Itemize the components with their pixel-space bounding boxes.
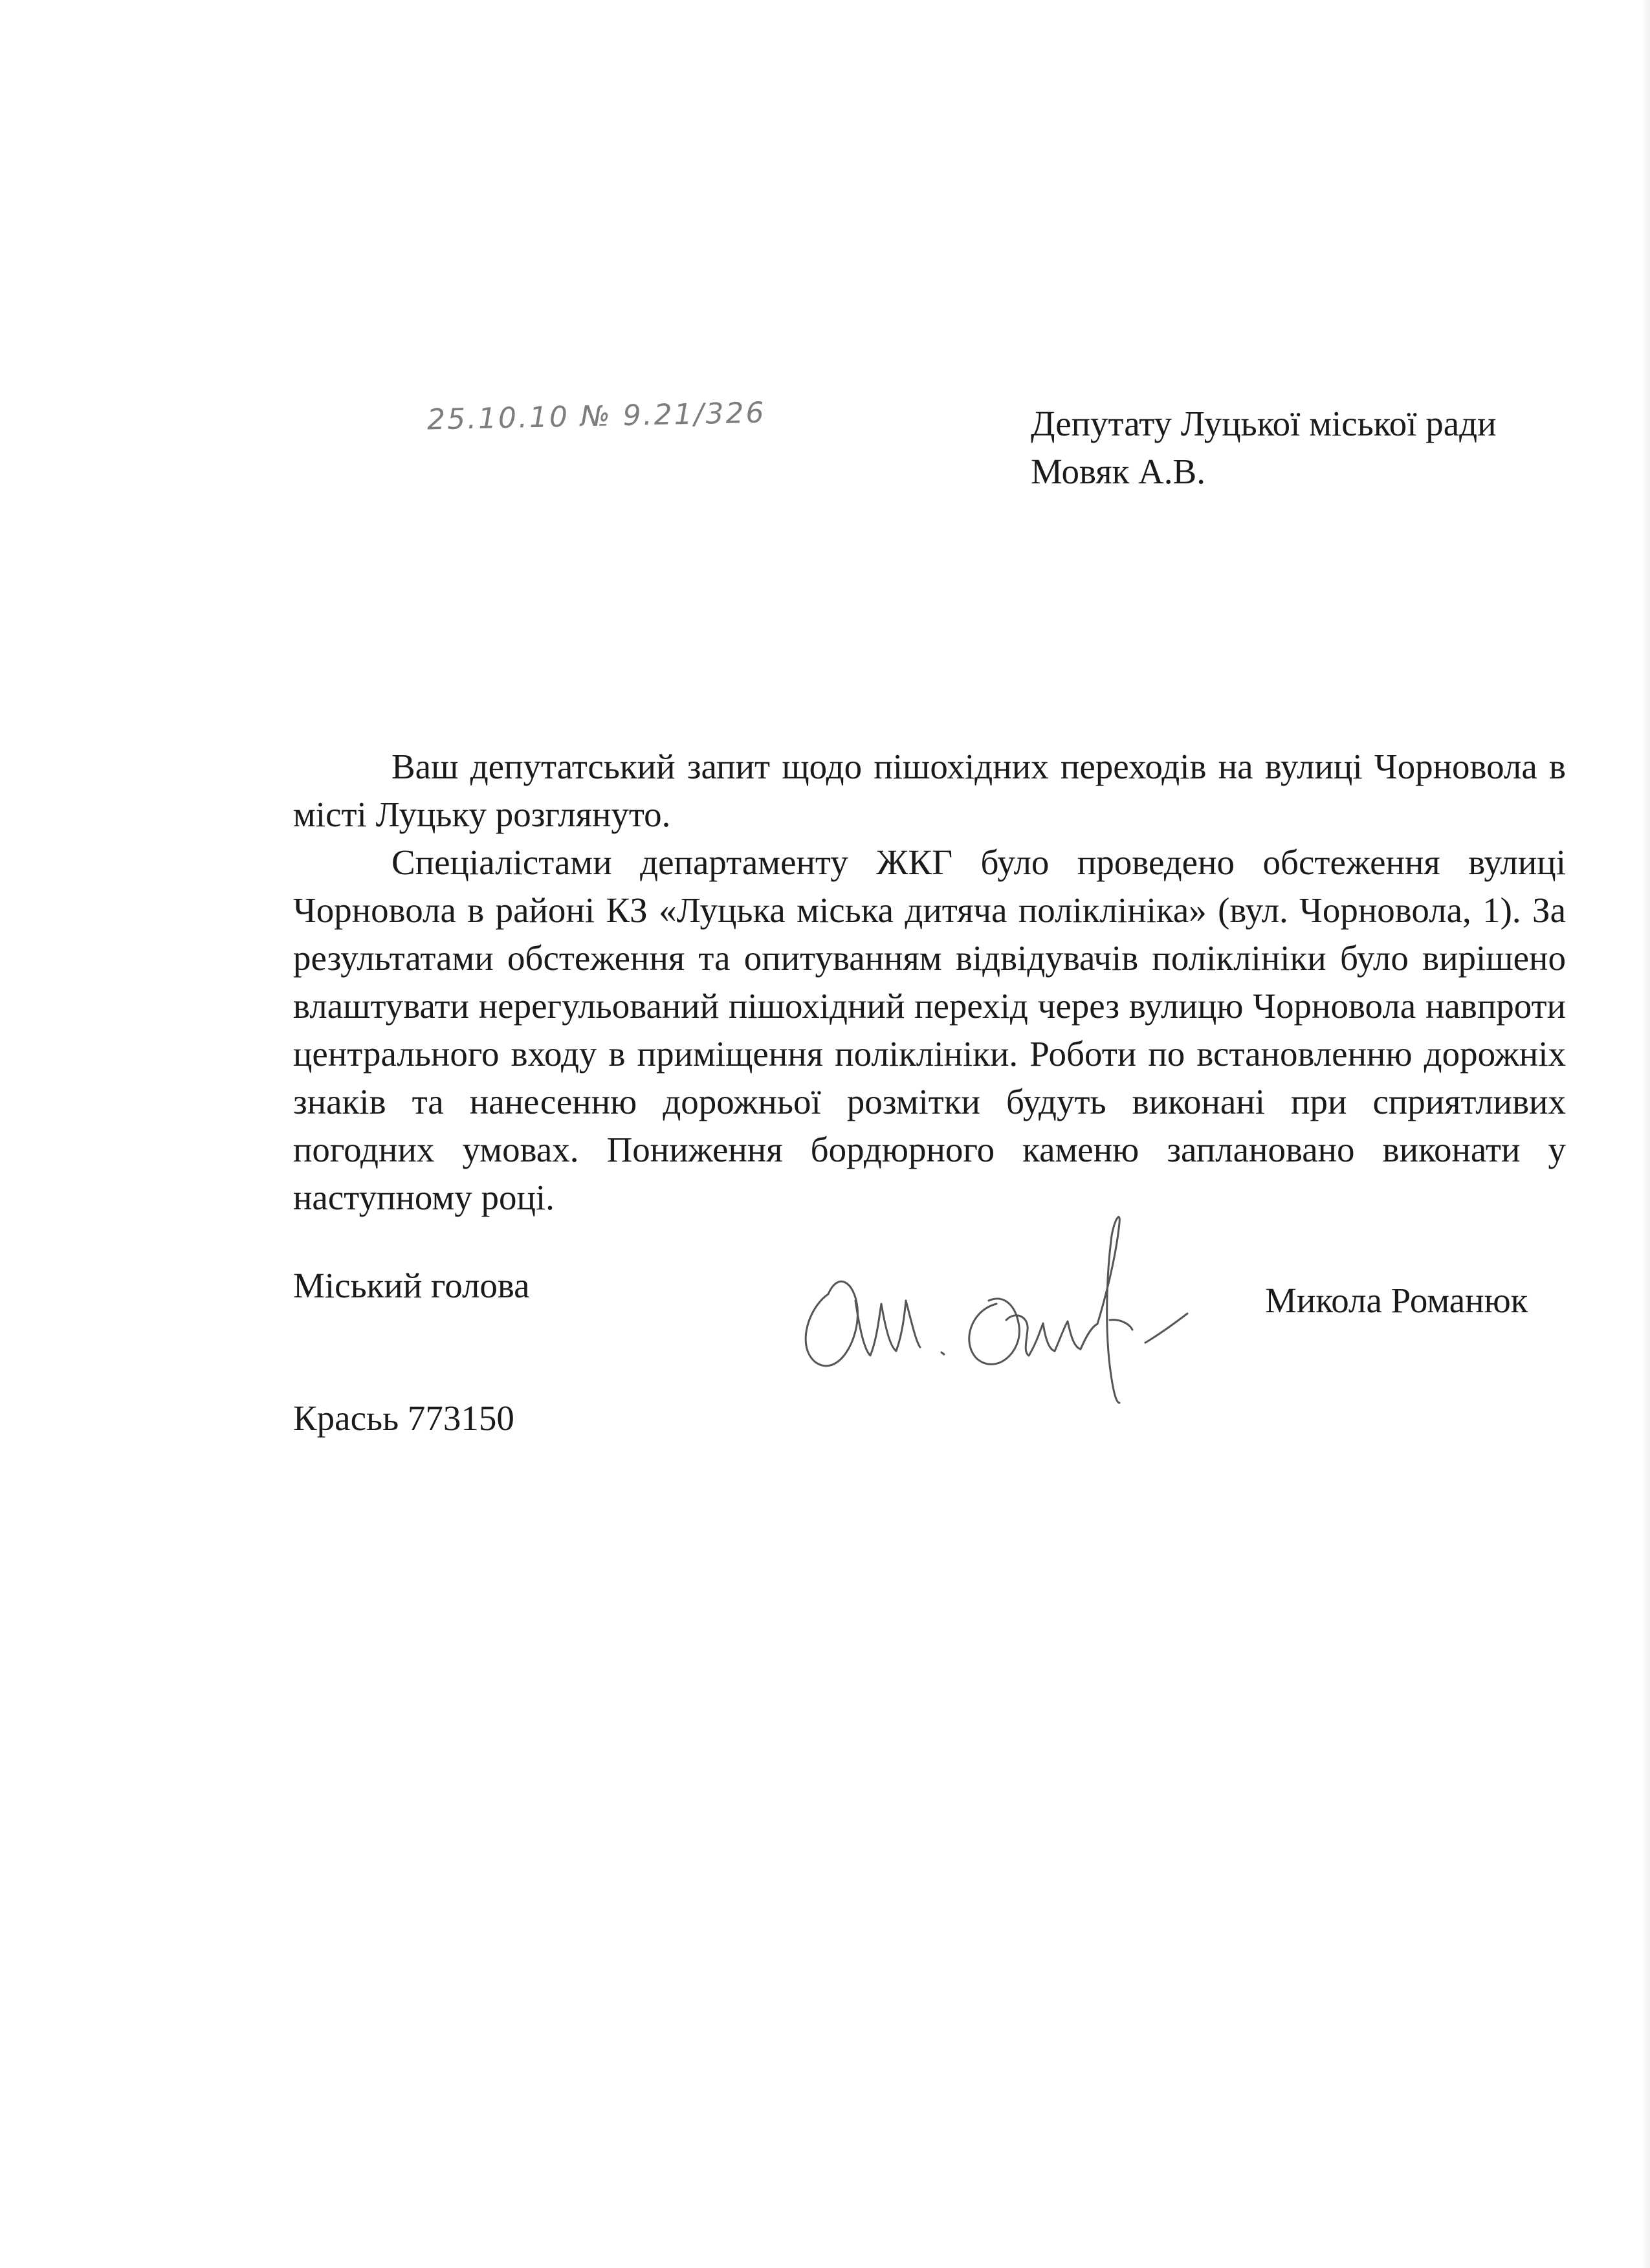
signatory-name: Микола Романюк (1265, 1281, 1528, 1320)
recipient-line-1: Депутату Луцької міської ради (1031, 404, 1497, 443)
executor-contact: Красьь 773150 (293, 1398, 514, 1438)
body-paragraph-1: Ваш депутатський запит щодо пішохідних переходів на вулиці Чорновола в місті Луцьку розглянуто. (293, 747, 1566, 834)
signatory-title: Міський голова (293, 1266, 530, 1305)
handwritten-signature (783, 1197, 1223, 1404)
handwritten-reference-number: 25.10.10 № 9.21/326 (426, 396, 766, 437)
recipient-block (1031, 400, 1613, 496)
letter-body (293, 743, 1566, 1222)
body-paragraph-2: Спеціалістами департаменту ЖКГ було проведено обстеження вулиці Чорновола в районі КЗ «Луцька міська дитяча поліклініка» (вул. Чорновола, 1). За результатами обстеження та опитуванням відвідувачів поліклініки було вирішено влаштувати нерегульований пішохідний перехід через вулицю Чорновола навпроти центрального входу в приміщення поліклініки. Роботи по встановленню дорожніх знаків та нанесенню дорожньої розмітки будуть виконані при сприятливих погодних умовах. Пониження бордюрного каменю заплановано виконати у наступному році. (293, 842, 1566, 1217)
recipient-line-2: Мовяк А.В. (1031, 452, 1205, 491)
scan-edge-shadow (1641, 0, 1650, 2268)
